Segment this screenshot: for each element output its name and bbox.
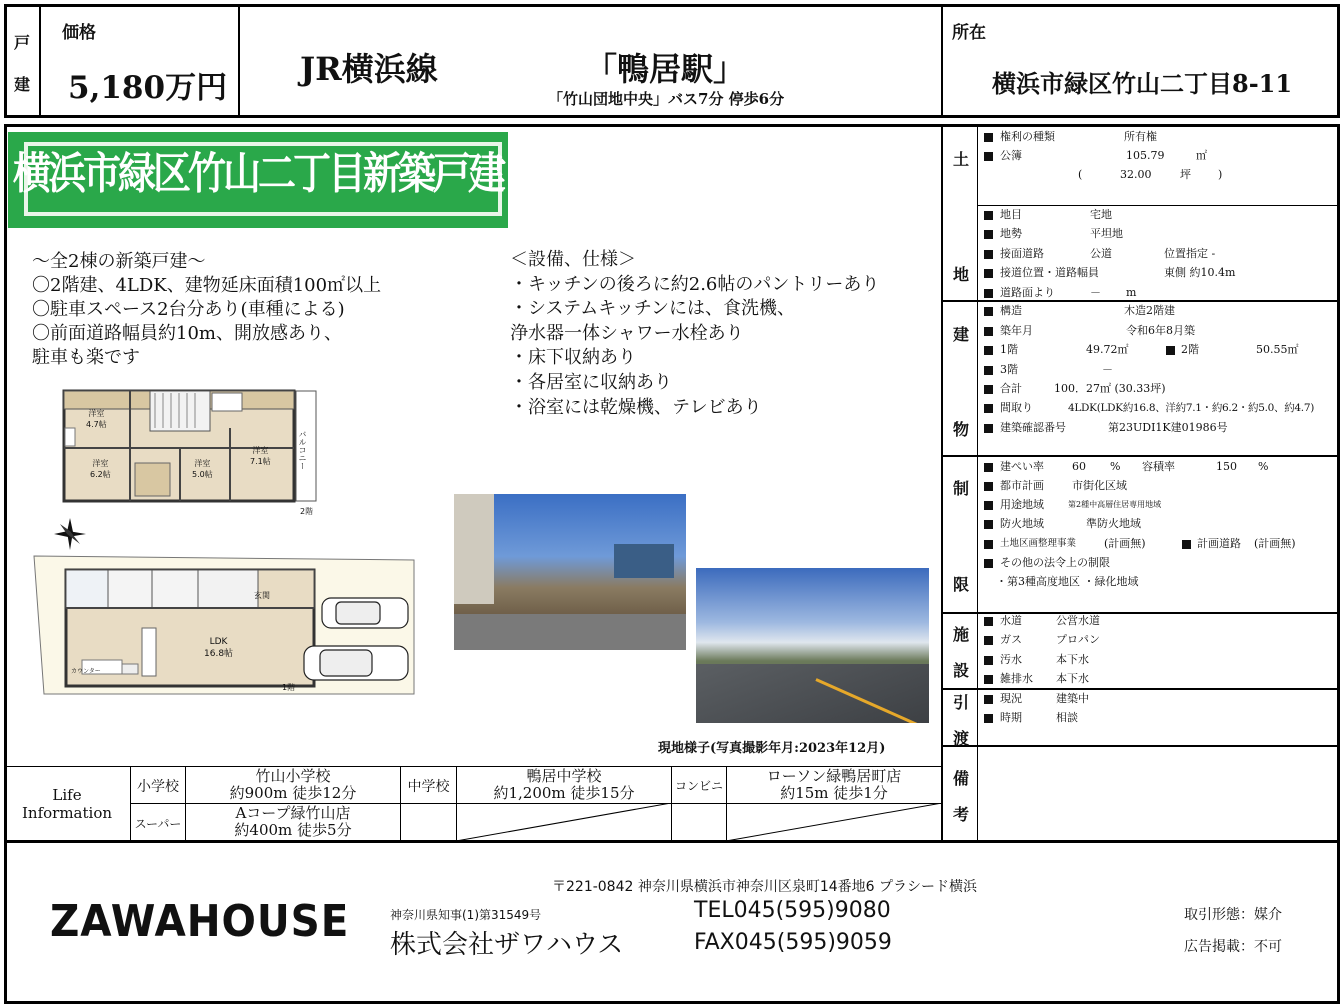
section-restrict-1: 制: [952, 479, 969, 498]
floor1-key: 1階: [1000, 343, 1018, 356]
chimoku-key: 地目: [1000, 208, 1022, 221]
entrance-label: 玄関: [254, 591, 270, 600]
site-photo-2: [696, 568, 929, 723]
layout-value: 4LDK(LDK約16.8、洋約7.1・約6.2・約5.0、約4.7): [1068, 402, 1315, 414]
company-name: 株式会社ザワハウス: [390, 930, 624, 960]
water-key: 水道: [1000, 614, 1022, 627]
far-value: 150: [1216, 460, 1237, 473]
bcr-value: 60: [1072, 460, 1086, 473]
chisei-key: 地勢: [1000, 227, 1022, 240]
planroad-key: 計画道路: [1197, 537, 1241, 550]
kodate-label-1: 戸: [14, 33, 31, 52]
road-key: 接面道路: [1000, 247, 1044, 260]
water-value: 公営水道: [1056, 614, 1100, 627]
section-facility-1: 施: [952, 625, 969, 644]
drain-key: 雑排水: [1000, 672, 1033, 685]
floor1-value: 49.72㎡: [1086, 343, 1129, 356]
section-building-2: 物: [952, 420, 969, 439]
conv-key: コンビニ: [674, 779, 723, 793]
super-value: Aコープ緑竹山店 約400m 徒歩5分: [234, 804, 352, 839]
gas-value: プロパン: [1056, 633, 1100, 646]
use-value: 第2種中高層住居専用地域: [1068, 500, 1162, 509]
room-label: 洋室 7.1帖: [250, 446, 271, 466]
bus-access: 「竹山団地中央」バス7分 停歩6分: [548, 90, 785, 108]
feature-item: 〇前面道路幅員約10m、開放感あり、: [32, 323, 342, 344]
equipment-block: [510, 248, 879, 420]
station-name: 「鴨居駅」: [585, 50, 746, 88]
floor-label-2f: 2階: [300, 507, 314, 516]
roadpos-key: 接道位置・道路幅員: [1000, 266, 1099, 279]
kodate-label-2: 建: [14, 75, 31, 94]
height-unit: m: [1126, 286, 1137, 299]
total-value: 100．27㎡ (30.33坪): [1054, 382, 1166, 395]
planroad-value: (計画無): [1254, 537, 1296, 550]
school-value: 竹山小学校 約900m 徒歩12分: [229, 767, 357, 802]
height-value: －: [1090, 286, 1101, 299]
location-label: 所在: [952, 23, 986, 43]
layout-key: 間取り: [1000, 401, 1033, 414]
confirm-key: 建築確認番号: [1000, 421, 1066, 434]
equipment-item: 浄水器一体シャワー水栓あり: [510, 322, 744, 344]
chimoku-value: 宅地: [1090, 208, 1112, 221]
tsubo-open: (: [1078, 168, 1083, 181]
price-value: 5,180万円: [68, 70, 228, 106]
other-key: その他の法令上の制限: [1000, 556, 1110, 569]
school-key: 小学校: [137, 779, 179, 795]
land-area-unit: ㎡: [1196, 149, 1207, 162]
city-value: 市街化区域: [1072, 479, 1127, 492]
city-key: 都市計画: [1000, 479, 1044, 492]
other-value: ・第3種高度地区 ・緑化地域: [996, 575, 1139, 588]
section-facility-2: 設: [952, 661, 969, 680]
features-block: [32, 250, 381, 370]
conv-value: ローソン緑鴨居町店 約15m 徒歩1分: [766, 767, 902, 802]
land-rights-value: 所有権: [1124, 130, 1157, 143]
site-photo-1: [454, 494, 686, 650]
section-land-1: 土: [952, 150, 969, 169]
photo-caption: 現地様子(写真撮影年月:2023年12月): [658, 741, 886, 756]
tel-number[interactable]: TEL045(595)9080: [694, 898, 891, 923]
equipment-item: ・キッチンの後ろに約2.6帖のパントリーあり: [510, 273, 880, 295]
status-value: 建築中: [1056, 692, 1089, 705]
floor3-value: －: [1102, 363, 1113, 376]
license-number: 神奈川県知事(1)第31549号: [390, 908, 542, 922]
time-value: 相談: [1056, 711, 1078, 724]
super-key: スーパー: [134, 817, 182, 831]
tsubo-unit: 坪: [1180, 168, 1191, 181]
compass-icon: [52, 516, 88, 552]
equipment-title: ＜設備、仕様＞: [510, 249, 636, 270]
road-designation: 位置指定 -: [1164, 247, 1216, 260]
middle-value: 鴨居中学校 約1,200m 徒歩15分: [493, 767, 635, 802]
section-handover-1: 引: [952, 693, 969, 712]
sewage-key: 汚水: [1000, 653, 1022, 666]
far-key: 容積率: [1142, 460, 1175, 473]
company-address: 〒221-0842 神奈川県横浜市神奈川区泉町14番地6 プラシード横浜: [552, 879, 978, 895]
equipment-item: ・システムキッチンには、食洗機、: [510, 298, 795, 320]
time-key: 時期: [1000, 711, 1022, 724]
section-remarks-2: 考: [952, 805, 969, 824]
far-unit: %: [1258, 460, 1269, 473]
section-handover-2: 渡: [952, 729, 969, 748]
sewage-value: 本下水: [1056, 653, 1089, 666]
land-area-key: 公簿: [1000, 149, 1022, 162]
feature-item: 〇駐車スペース2台分あり(車種による): [32, 299, 345, 320]
equipment-item: ・床下収納あり: [510, 347, 636, 369]
feature-item: 駐車も楽です: [32, 347, 140, 368]
total-key: 合計: [1000, 382, 1022, 395]
struct-key: 構造: [1000, 304, 1022, 317]
height-key: 道路面より: [1000, 286, 1055, 299]
deal-type: 取引形態：媒介: [1184, 907, 1282, 923]
built-value: 令和6年8月築: [1126, 324, 1195, 337]
room-label: 洋室 4.7帖: [86, 409, 107, 429]
gas-key: ガス: [1000, 633, 1022, 646]
status-key: 現況: [1000, 692, 1022, 705]
balcony-label: バルコニー: [298, 430, 307, 470]
room-label: 洋室 5.0帖: [192, 459, 213, 479]
fax-number: FAX045(595)9059: [694, 930, 892, 955]
struct-value: 木造2階建: [1124, 304, 1175, 317]
tsubo-value: 32.00: [1120, 168, 1152, 181]
ad-permission: 広告掲載：不可: [1184, 939, 1282, 955]
equipment-item: ・浴室には乾燥機、テレビあり: [510, 396, 762, 418]
address: 横浜市緑区竹山二丁目8-11: [992, 69, 1293, 98]
floor-label-1f: 1階: [282, 683, 296, 692]
built-key: 築年月: [1000, 324, 1033, 337]
land-rights-key: 権利の種類: [1000, 130, 1055, 143]
bcr-key: 建ぺい率: [1000, 460, 1044, 473]
counter-label: カウンター: [71, 668, 101, 675]
fire-key: 防火地域: [1000, 517, 1044, 530]
section-restrict-2: 限: [952, 575, 969, 594]
confirm-value: 第23UDI1K建01986号: [1108, 421, 1228, 434]
fire-value: 準防火地域: [1086, 517, 1141, 530]
roadpos-value: 東側 約10.4m: [1164, 266, 1236, 279]
middle-key: 中学校: [407, 779, 450, 795]
banner-text: 横浜市緑区竹山二丁目新築戸建2号棟: [12, 148, 503, 280]
empty-cell-strikes: [456, 803, 942, 841]
floor2-key: 2階: [1181, 343, 1199, 356]
floor3-key: 3階: [1000, 363, 1018, 376]
section-land-2: 地: [952, 265, 969, 284]
tsubo-close: ): [1218, 168, 1223, 181]
life-info-label: Life Information: [21, 786, 113, 822]
train-line: JR横浜線: [300, 50, 438, 88]
feature-item: 〇2階建、4LDK、建物延床面積100㎡以上: [32, 275, 382, 296]
features-title: ～全2棟の新築戸建～: [32, 251, 206, 272]
section-building-1: 建: [952, 325, 969, 344]
drain-value: 本下水: [1056, 672, 1089, 685]
road-value: 公道: [1090, 247, 1112, 260]
chisei-value: 平坦地: [1090, 227, 1123, 240]
floor2-value: 50.55㎡: [1256, 343, 1299, 356]
equipment-item: ・各居室に収納あり: [510, 371, 672, 393]
price-label: 価格: [62, 23, 96, 43]
section-remarks-1: 備: [952, 769, 969, 788]
land-area-value: 105.79: [1126, 149, 1165, 162]
landsubdiv-value: (計画無): [1104, 537, 1146, 550]
landsubdiv-key: 土地区画整理事業: [1000, 538, 1077, 549]
company-logo: ZAWAHOUSE: [50, 896, 350, 947]
use-key: 用途地域: [1000, 498, 1044, 511]
bcr-unit: %: [1110, 460, 1121, 473]
room-label: 洋室 6.2帖: [90, 459, 111, 479]
ldk-label: LDK 16.8帖: [204, 637, 234, 659]
